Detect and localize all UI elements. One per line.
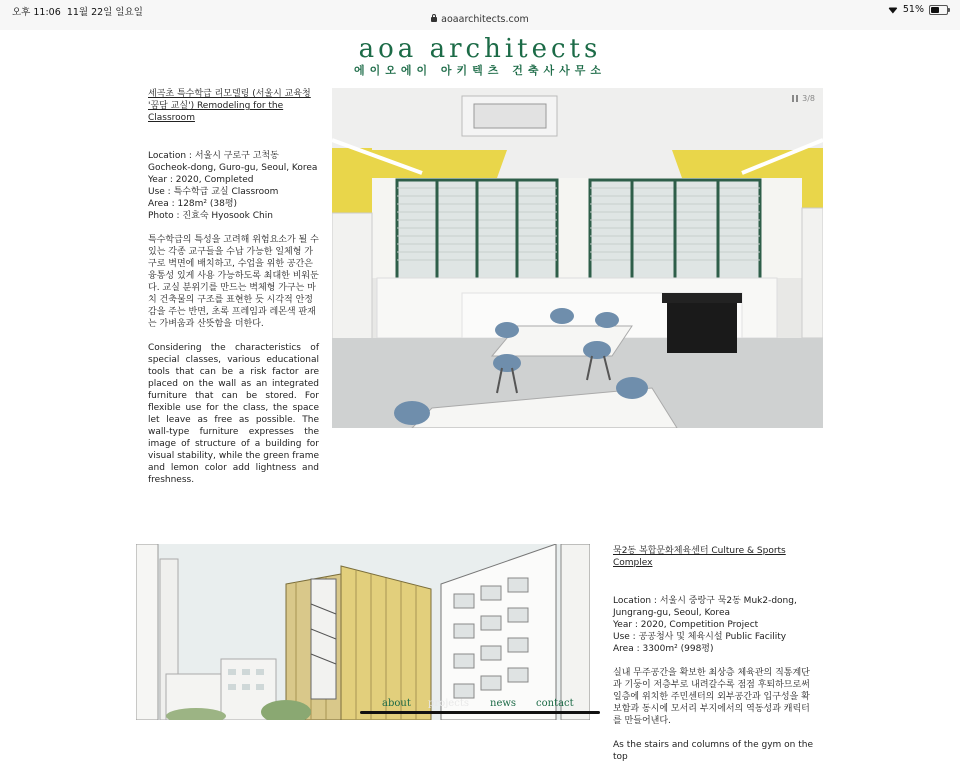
project1-photo-credit: Photo : 진효숙 Hyosook Chin [148,211,273,221]
status-time: 오후 11:06 11월 22일 일요일 [12,7,143,18]
project2-desc-ko: 실내 무주공간을 확보한 최상층 체육관의 직통계단과 기둥이 저층부로 내려갈수록 점점 후퇴하므로써 일층에 위치한 주민센터의 외부공간과 입구성을 확보함과 동시에 모서리 부지에서의 역동성과 캐릭터를 만들어낸다. [613,668,810,726]
home-indicator [360,711,600,714]
complex-rendering [136,544,590,720]
status-date: 11월 22일 일요일 [66,7,143,18]
project2-location: Location : 서울시 중랑구 묵2동 Muk2-dong, Jungrang-gu, Seoul, Korea [613,596,797,618]
project2-title[interactable]: 묵2동 복합문화체육센터 Culture & Sports Complex [613,546,786,568]
project2-year: Year : 2020, Competition Project [613,620,759,630]
nav-news[interactable]: news [490,698,517,709]
logo-name: aoa architects [358,34,602,64]
pause-icon[interactable] [792,95,798,102]
project2-meta [613,595,813,655]
project2-area: Area : 3300m² (998평) [613,644,714,654]
nav-projects[interactable]: projects [428,698,469,709]
address-bar[interactable] [0,14,960,25]
classroom-photo [332,88,823,428]
project1-desc-en: Considering the characteristics of special classes, various educational tools that can be a risk factor are placed on the wall as an integrated furniture that can be stored. For flexible use for the class, the space let leave as free as possible. The wall-type furniture expresses the image of structure of a building for visual stability, while the green frame and lemon color add lightness and freshness. [148,343,319,485]
logo-korean: 에이오에이 아키텍츠 건축사사무소 [353,64,607,77]
battery-level [931,7,939,13]
nav-about[interactable]: about [382,698,411,709]
nav-contact[interactable]: contact [536,698,574,709]
url-text: aoaarchitects.com [441,14,529,25]
project1-location: Location : 서울시 구로구 고척동 Gocheok-dong, Guro-gu, Seoul, Korea [148,151,318,173]
project2-description [613,545,813,763]
battery-percent: 51% [902,4,924,15]
project1-desc-ko: 특수학급의 특성을 고려해 위험요소가 될 수 있는 각종 교구들을 수납 가능한 일체형 가구로 벽면에 배치하고, 수업을 위한 공간은 융통성 있게 사용 가능하도록 최대한 비워둔다. 교실 분위기를 만드는 벽체형 가구는 마치 건축물의 구조를 표현한 듯 시각적 안정감을 주는 반면, 초록 프레임과 레몬색 판재는 가벼움과 산뜻함을 더한다. [148,235,319,329]
site-logo[interactable] [0,34,960,78]
bottom-nav [360,698,600,716]
project1-area: Area : 128m² (38평) [148,199,238,209]
project2-rendering[interactable] [136,544,590,720]
project2-desc-en: As the stairs and columns of the gym on the top [613,740,813,762]
wifi-icon [888,6,898,14]
status-indicators [888,4,948,15]
lock-icon [431,17,437,22]
project2-use: Use : 공공청사 및 체육시설 Public Facility [613,632,787,642]
project1-description [148,88,319,486]
project1-photo-slideshow[interactable] [332,88,823,428]
project1-use: Use : 특수학급 교실 Classroom [148,187,279,197]
project1-title[interactable]: 세곡초 특수학급 리모델링 (서울시 교육청 '꿈담 교실') Remodeling for the Classroom [148,89,311,123]
battery-icon [929,5,948,15]
slide-counter-text: 3/8 [802,94,815,103]
slide-counter[interactable] [792,94,815,103]
status-bar [0,0,960,30]
project1-year: Year : 2020, Completed [148,175,254,185]
project1-meta [148,150,319,222]
